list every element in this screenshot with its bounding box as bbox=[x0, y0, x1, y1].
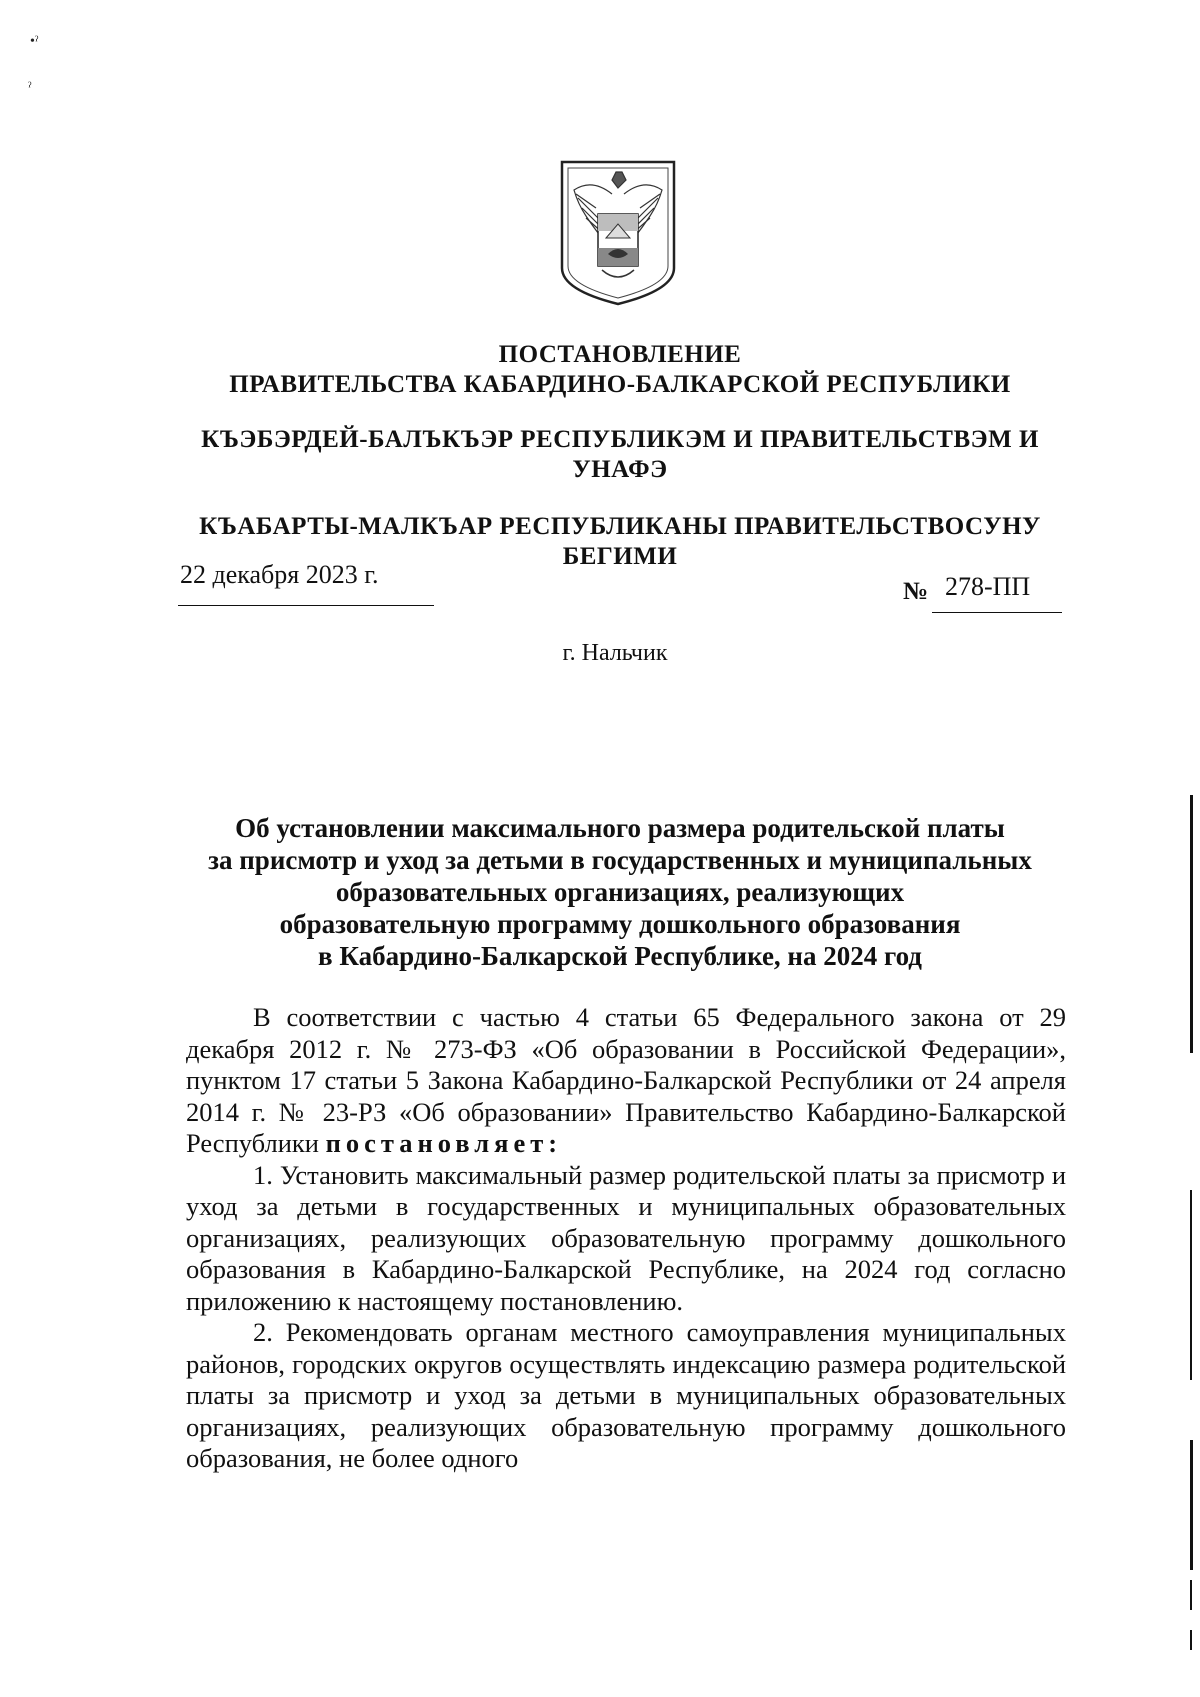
document-type-heading bbox=[180, 340, 1060, 400]
preamble-text: В соответствии с частью 4 статьи 65 Федерального закона от 29 декабря 2012 г. № 273-ФЗ «Об образовании в Российской Федерации», пунктом 17 статьи 5 Закона Кабардино-Балкарской Республики от 24 апреля 2014 г. № 23-РЗ «Об образовании» Правительство Кабардино-Балкарской Республики bbox=[186, 1002, 1066, 1158]
title-line: образовательных организациях, реализующих bbox=[335, 877, 905, 907]
title-line: за присмотр и уход за детьми в государственных и муниципальных bbox=[208, 845, 1032, 875]
date-underline bbox=[178, 605, 434, 606]
preamble-paragraph bbox=[186, 1002, 1066, 1160]
scan-edge-line bbox=[1190, 1440, 1193, 1570]
heading-line: ПРАВИТЕЛЬСТВА КАБАРДИНО-БАЛКАРСКОЙ РЕСПУБЛИКИ bbox=[229, 371, 1011, 398]
title-line: в Кабардино-Балкарской Республике, на 2024 год bbox=[318, 941, 922, 971]
document-title bbox=[180, 812, 1060, 972]
document-date: 22 декабря 2023 г. bbox=[180, 560, 379, 589]
item-paragraph: 2. Рекомендовать органам местного самоуправления муниципальных районов, городских округов осуществлять индексацию размера родительской платы за присмотр и уход за детьми в муниципальных образовательных организациях, реализующих образовательную программу дошкольного образования, не более одного bbox=[186, 1317, 1066, 1473]
document-body bbox=[186, 1002, 1066, 1475]
scan-speck-mark: ˀ bbox=[28, 80, 32, 95]
number-sign: № bbox=[903, 578, 929, 605]
scan-edge-line bbox=[1190, 1580, 1192, 1610]
scan-edge-line bbox=[1190, 1630, 1192, 1650]
decree-word: постановляет: bbox=[325, 1128, 563, 1158]
title-line: Об установлении максимального размера родительской платы bbox=[235, 813, 1005, 843]
coat-of-arms-icon bbox=[556, 158, 680, 308]
scan-edge-line bbox=[1190, 1190, 1192, 1380]
heading-line: ПОСТАНОВЛЕНИЕ bbox=[498, 341, 742, 368]
heading-line: УНАФЭ bbox=[572, 456, 668, 483]
title-line: образовательную программу дошкольного образования bbox=[279, 909, 961, 939]
city-label: г. Нальчик bbox=[562, 640, 668, 666]
number-underline bbox=[932, 612, 1062, 613]
document-number: 278-ПП bbox=[945, 572, 1031, 601]
heading-line: КЪАБАРТЫ-МАЛКЪАР РЕСПУБЛИКАНЫ ПРАВИТЕЛЬСТВОСУНУ bbox=[199, 513, 1041, 540]
kabardian-heading bbox=[180, 425, 1060, 485]
item-paragraph: 1. Установить максимальный размер родительской платы за присмотр и уход за детьми в государственных и муниципальных образовательных организациях, реализующих образовательную программу дошкольного образования в Кабардино-Балкарской Республике, на 2024 год согласно приложению к настоящему постановлению. bbox=[186, 1159, 1066, 1316]
heading-line: БЕГИМИ bbox=[562, 543, 678, 570]
scan-edge-line bbox=[1190, 795, 1193, 1053]
scan-speck-mark: •ˀ bbox=[30, 34, 39, 49]
heading-line: КЪЭБЭРДЕЙ-БАЛЪКЪЭР РЕСПУБЛИКЭМ И ПРАВИТЕЛЬСТВЭМ И bbox=[201, 426, 1039, 453]
